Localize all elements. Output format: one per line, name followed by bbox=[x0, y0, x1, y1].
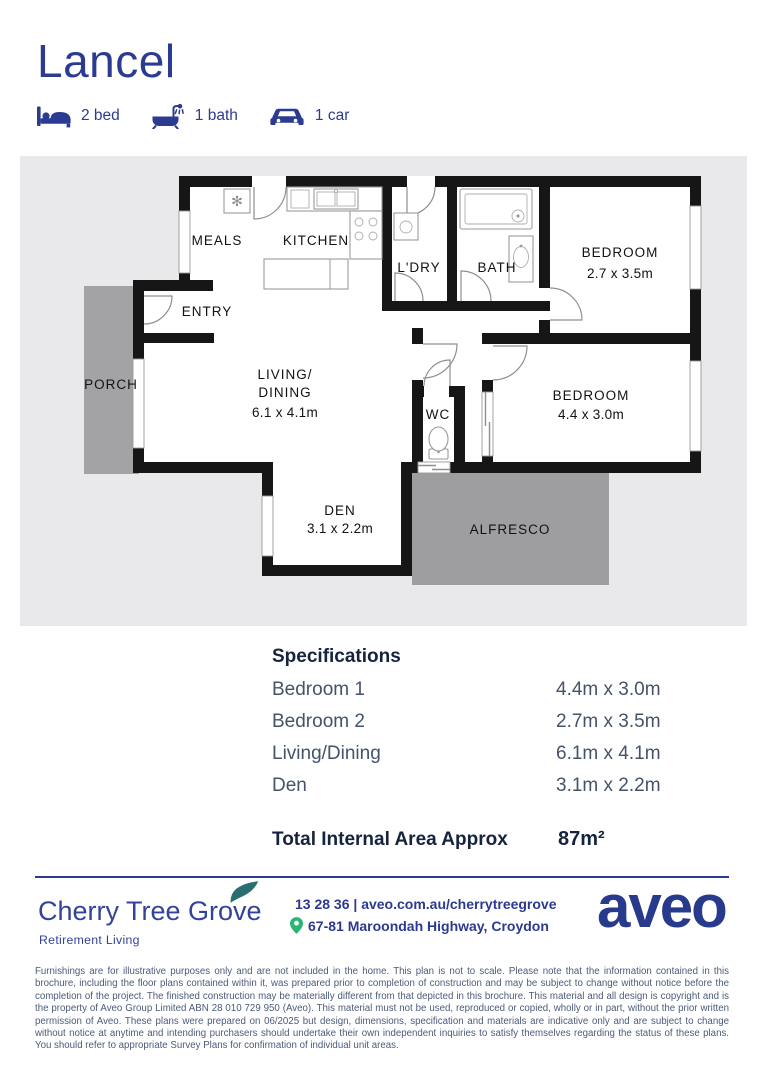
location-pin-icon bbox=[290, 917, 303, 934]
community-logo: Cherry Tree Grove bbox=[38, 896, 262, 926]
feature-cars-label: 1 car bbox=[314, 107, 350, 124]
room-label-kitchen: KITCHEN bbox=[282, 233, 350, 248]
community-tagline: Retirement Living bbox=[39, 933, 140, 947]
spec-row-value: 4.4m x 3.0m bbox=[556, 679, 661, 700]
floorplan-panel bbox=[20, 156, 747, 626]
spec-row-value: 6.1m x 4.1m bbox=[556, 743, 661, 764]
dim-bedroom2: 2.7 x 3.5m bbox=[586, 266, 654, 281]
room-label-entry: ENTRY bbox=[181, 304, 233, 319]
room-label-meals: MEALS bbox=[191, 233, 243, 248]
dim-living: 6.1 x 4.1m bbox=[251, 405, 319, 420]
total-area-value: 87m² bbox=[558, 828, 605, 850]
spec-row-label: Den bbox=[272, 775, 307, 796]
spec-row-value: 3.1m x 2.2m bbox=[556, 775, 661, 796]
dim-den: 3.1 x 2.2m bbox=[306, 521, 374, 536]
kitchen-bench bbox=[287, 187, 382, 211]
bath-icon bbox=[150, 103, 186, 129]
room-label-den: DEN bbox=[324, 503, 356, 518]
address-row bbox=[290, 917, 549, 934]
phone-website-line: 13 28 36 | aveo.com.au/cherrytreegrove bbox=[295, 896, 557, 912]
spec-row-value: 2.7m x 3.5m bbox=[556, 711, 661, 732]
dim-bedroom1: 4.4 x 3.0m bbox=[557, 407, 625, 422]
specifications-heading: Specifications bbox=[272, 646, 401, 667]
disclaimer-text: Furnishings are for illustrative purposes only and are not included in the home. This plan is not to scale. Please note that the information contained in this brochure, including the floor plans contained within it, was prepared prior to completion of construction and may be subject to change without notice before the completion of the project. The finished construction may be materially different from that depicted in this brochure. This material and all design is copyright and is the property of Aveo Group Limited ABN 28 010 729 950 (Aveo). This material must not be used, reproduced or copied, wholly or in part, without the prior written permission of Aveo. These plans were prepared on 06/2025 but design, dimensions, specification and materials are indicative only and are subject to change without notice at anytime and intending purchasers should undertake their own independent inquiries to satisfy themselves regarding the status of these plans. You should refer to appropriate Survey Plans for confirmation of individual unit areas. bbox=[35, 966, 729, 1052]
feature-cars bbox=[268, 104, 349, 128]
room-label-porch: PORCH bbox=[84, 377, 138, 392]
room-label-living2: DINING bbox=[258, 385, 312, 400]
page-title: Lancel bbox=[37, 35, 176, 87]
feature-baths-label: 1 bath bbox=[194, 107, 238, 124]
cooktop bbox=[350, 211, 382, 259]
shower bbox=[460, 189, 532, 229]
room-label-bedroom2: BEDROOM bbox=[581, 245, 659, 260]
vanity bbox=[509, 236, 533, 282]
feature-baths bbox=[150, 103, 238, 129]
feature-beds-label: 2 bed bbox=[81, 107, 120, 124]
room-label-living1: LIVING/ bbox=[257, 367, 313, 382]
room-label-bath: BATH bbox=[477, 260, 517, 275]
spec-row-label: Living/Dining bbox=[272, 743, 381, 764]
room-label-bedroom1: BEDROOM bbox=[552, 388, 630, 403]
aveo-logo: aveo bbox=[597, 873, 726, 940]
spec-row-label: Bedroom 2 bbox=[272, 711, 365, 732]
total-area-label: Total Internal Area Approx bbox=[272, 829, 508, 850]
toilet bbox=[429, 427, 448, 459]
island-bench bbox=[264, 259, 348, 289]
feature-beds bbox=[36, 104, 120, 128]
bed-icon bbox=[36, 104, 72, 128]
laundry-trough bbox=[394, 213, 418, 240]
fan-glyph: ✻ bbox=[231, 193, 243, 209]
feature-summary bbox=[36, 102, 379, 130]
room-label-alfresco: ALFRESCO bbox=[469, 522, 551, 537]
spec-row-label: Bedroom 1 bbox=[272, 679, 365, 700]
room-label-laundry: L'DRY bbox=[397, 260, 441, 275]
floorplan-drawing bbox=[20, 156, 747, 626]
car-icon bbox=[268, 104, 306, 128]
address-text: 67-81 Maroondah Highway, Croydon bbox=[308, 917, 549, 934]
room-label-wc: WC bbox=[425, 407, 451, 422]
